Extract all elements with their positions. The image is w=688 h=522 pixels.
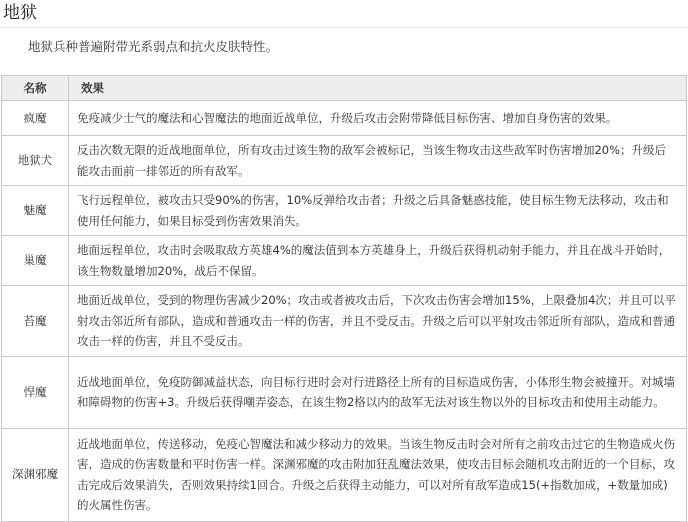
header-effect: 效果 — [69, 76, 687, 101]
creature-name: 巢魔 — [2, 236, 69, 286]
creature-effect: 近战地面单位，免疫防御减益状态，向目标行进时会对行进路径上所有的目标造成伤害，小体形生物会被撞开。对城墙和障碍物的伤害+3。升级后获得嘲弄姿态，在该生物2格以内的敌军无法对该生物以外的目标攻击和使用主动能力。 — [69, 356, 687, 428]
table-row — [2, 236, 687, 286]
creature-name: 地狱犬 — [2, 136, 69, 186]
table-row — [2, 356, 687, 428]
intro-text: 地狱兵种普遍附带光系弱点和抗火皮肤特性。 — [28, 39, 279, 54]
creature-table — [1, 75, 687, 522]
creature-effect: 飞行远程单位，被攻击只受90%的伤害，10%反弹给攻击者；升级之后具备魅惑技能，使目标生物无法移动，攻击和使用任何能力，如果目标受到伤害效果消失。 — [69, 186, 687, 236]
creature-effect: 免疫减少士气的魔法和心智魔法的地面近战单位，升级后攻击会附带降低目标伤害、增加自身伤害的效果。 — [69, 101, 687, 136]
table-row — [2, 136, 687, 186]
creature-effect: 反击次数无限的近战地面单位，所有攻击过该生物的敌军会被标记，当该生物攻击这些敌军时伤害增加20%；升级后能攻击面前一排邻近的所有敌军。 — [69, 136, 687, 186]
table-row — [2, 286, 687, 357]
table-row — [2, 428, 687, 521]
table-header-row — [2, 76, 687, 101]
creature-effect: 地面近战单位，受到的物理伤害减少20%；攻击或者被攻击后，下次攻击伤害会增加15%，上限叠加4次；并且可以平射攻击邻近所有部队，造成和普通攻击一样的伤害，并且不受反击。升级之后可以平射攻击邻近所有部队，造成和普通攻击一样的伤害，并且不受反击。 — [69, 286, 687, 357]
table-row — [2, 101, 687, 136]
creature-name: 疯魔 — [2, 101, 69, 136]
creature-name: 魅魔 — [2, 186, 69, 236]
table-row — [2, 186, 687, 236]
header-name: 名称 — [2, 76, 69, 101]
creature-effect: 近战地面单位，传送移动，免疫心智魔法和减少移动力的效果。当该生物反击时会对所有之前攻击过它的生物造成火伤害，造成的伤害数量和平时伤害一样。深渊邪魔的攻击附加狂乱魔法效果，使攻击目标会随机攻击附近的一个目标，攻击完成后效果消失，否则效果持续1回合。升级之后获得主动能力，可以对所有敌军造成15(+指数加成，+数量加成)的火属性伤害。 — [69, 428, 687, 521]
creature-name: 苔魔 — [2, 286, 69, 357]
creature-name: 悍魔 — [2, 356, 69, 428]
title-divider — [0, 27, 688, 28]
creature-effect: 地面远程单位，攻击时会吸取敌方英雄4%的魔法值到本方英雄身上，升级后获得机动射手能力，并且在战斗开始时，该生物数量增加20%，战后不保留。 — [69, 236, 687, 286]
creature-name: 深渊邪魔 — [2, 428, 69, 521]
page-title: 地狱 — [3, 3, 37, 23]
